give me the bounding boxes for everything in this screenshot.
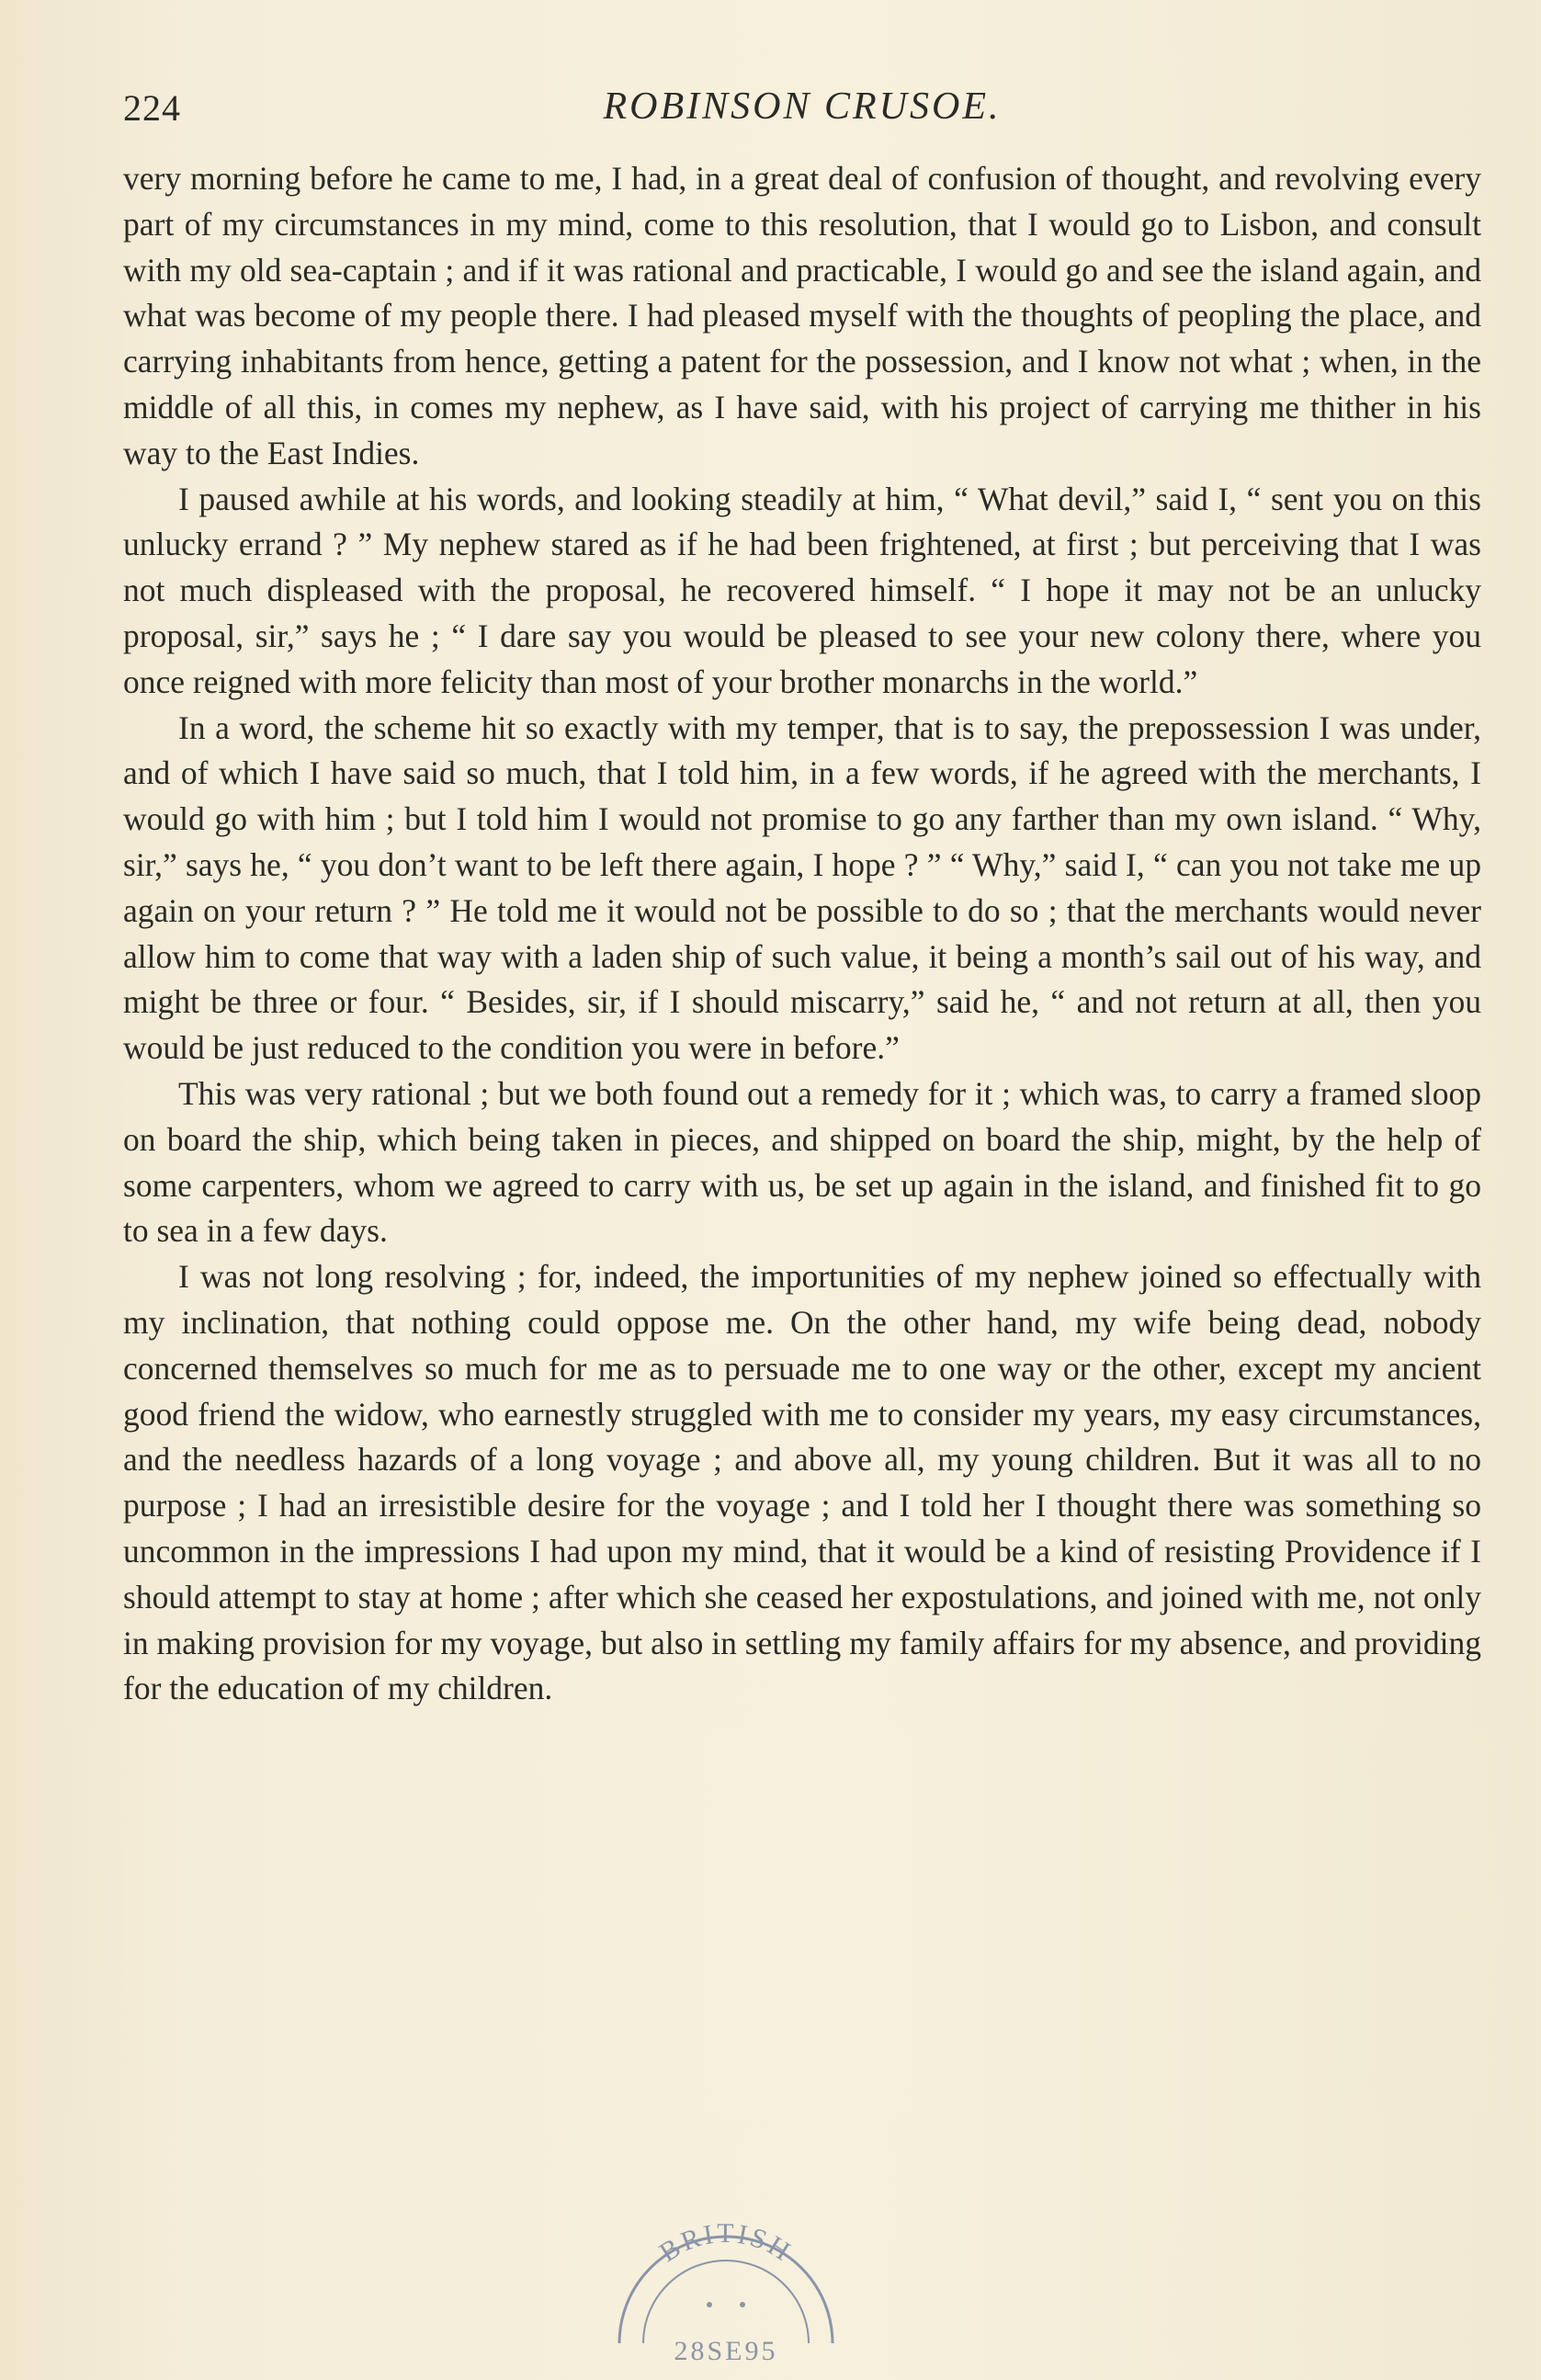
stamp-top-text: BRITISH <box>653 2217 798 2269</box>
paragraph: This was very rational ; but we both found out a remedy for it ; which was, to carry a framed sloop on board the ship, which being taken in pieces, and shipped on board the ship, might, by the help of some carpenters, whom we agreed to carry with us, be set up again in the island, and finished fit to go to sea in a few days. <box>123 1074 1481 1250</box>
body-text <box>123 156 1481 1712</box>
paragraph: I paused awhile at his words, and looking steadily at him, “ What devil,” said I, “ sent you on this unlucky errand ? ” My nephew stared as if he had been frightened, at first ; but perceiving that I was not much displeased with the proposal, he recovered himself. “ I hope it may not be an unlucky proposal, sir,” says he ; “ I dare say you would be pleased to see your new colony there, where you once reigned with more felicity than most of your brother monarchs in the world.” <box>123 480 1481 700</box>
stamp-icon <box>606 2196 845 2380</box>
running-title: ROBINSON CRUSOE. <box>603 85 1002 128</box>
book-page <box>123 79 1481 1712</box>
stamp-date: 28SE95 <box>674 2336 778 2366</box>
running-head <box>123 79 1481 143</box>
page-number: 224 <box>123 87 181 129</box>
paragraph-continuation: very morning before he came to me, I had, in a great deal of confusion of thought, and revolving every part of my circumstances in my mind, come to this resolution, that I would go to Lisbon, and consult with my old sea-captain ; and if it was rational and practicable, I would go and see the island again, and what was become of my people there. I had pleased myself with the thoughts of peopling the place, and carrying inhabitants from hence, getting a patent for the possession, and I know not what ; when, in the middle of all this, in comes my nephew, as I have said, with his project of carrying me thither in his way to the East Indies. <box>123 160 1481 471</box>
paragraph: I was not long resolving ; for, indeed, the importunities of my nephew joined so effectually with my inclination, that nothing could oppose me. On the other hand, my wife being dead, nobody concerned themselves so much for me as to persuade me to one way or the other, except my ancient good friend the widow, who earnestly struggled with me to consider my years, my easy circumstances, and the needless hazards of a long voyage ; and above all, my young children. But it was all to no purpose ; I had an irresistible desire for the voyage ; and I told her I thought there was something so uncommon in the impressions I had upon my mind, that it would be a kind of resisting Providence if I should attempt to stay at home ; after which she ceased her expostulations, and joined with me, not only in making provision for my voyage, but also in settling my family affairs for my absence, and providing for the education of my children. <box>123 1258 1481 1707</box>
paragraph: In a word, the scheme hit so exactly with my temper, that is to say, the prepossession I was under, and of which I have said so much, that I told him, in a few words, if he agreed with the merchants, I would go with him ; but I told him I would not promise to go any farther than my own island. “ Why, sir,” says he, “ you don’t want to be left there again, I hope ? ” “ Why,” said I, “ can you not take me up again on your return ? ” He told me it would not be possible to do so ; that the merchants would never allow him to come that way with a laden ship of such value, it being a month’s sail out of his way, and might be three or four. “ Besides, sir, if I should miscarry,” said he, “ and not return at all, then you would be just reduced to the condition you were in before.” <box>123 708 1481 1067</box>
library-stamp <box>606 2196 845 2380</box>
